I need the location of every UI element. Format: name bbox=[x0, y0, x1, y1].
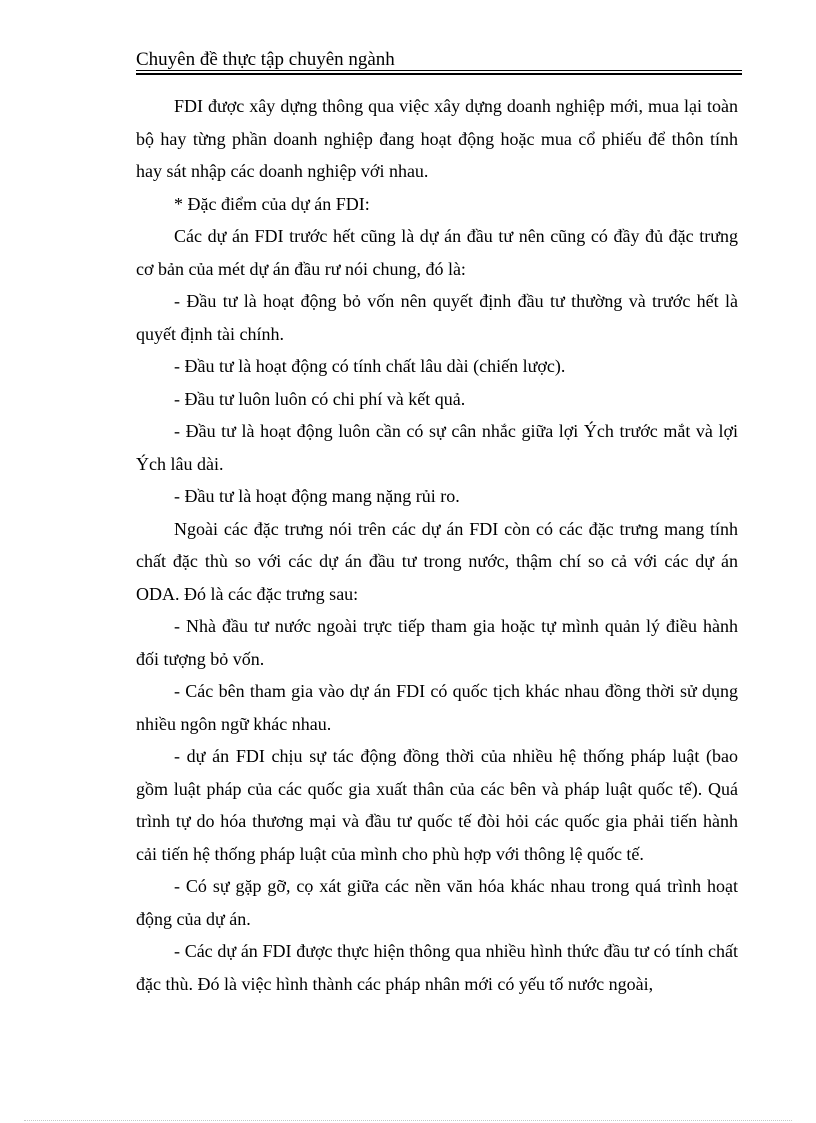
footer-dotted-line bbox=[24, 1120, 792, 1121]
list-item: - Nhà đầu tư nước ngoài trực tiếp tham gia hoặc tự mình quản lý điều hành đối tượng bỏ vốn. bbox=[136, 616, 738, 669]
document-body bbox=[136, 90, 738, 1000]
section-heading: * Đặc điểm của dự án FDI: bbox=[174, 193, 370, 214]
list-item: - Đầu tư là hoạt động có tính chất lâu dài (chiến lược). bbox=[174, 356, 566, 376]
paragraph: Các dự án FDI trước hết cũng là dự án đầu tư nên cũng có đầy đủ đặc trưng cơ bản của mét dự án đầu rư nói chung, đó là: bbox=[136, 226, 738, 279]
header-rule-thick bbox=[136, 73, 742, 75]
paragraph: FDI được xây dựng thông qua việc xây dựng doanh nghiệp mới, mua lại toàn bộ hay từng phần doanh nghiệp đang hoạt động hoặc mua cổ phiếu để thôn tính hay sát nhập các doanh nghiệp với nhau. bbox=[136, 96, 738, 181]
list-item: - dự án FDI chịu sự tác động đồng thời của nhiều hệ thống pháp luật (bao gồm luật pháp của các quốc gia xuất thân của các bên và pháp luật quốc tế). Quá trình tự do hóa thương mại và đầu tư quốc tế đòi hỏi các quốc gia phải tiến hành cải tiến hệ thống pháp luật của mình cho phù hợp với thông lệ quốc tế. bbox=[136, 746, 738, 864]
paragraph: Ngoài các đặc trưng nói trên các dự án FDI còn có các đặc trưng mang tính chất đặc thù so với các dự án đầu tư trong nước, thậm chí so cả với các dự án ODA. Đó là các đặc trưng sau: bbox=[136, 518, 738, 604]
list-item: - Các dự án FDI được thực hiện thông qua nhiều hình thức đầu tư có tính chất đặc thù. Đó là việc hình thành các pháp nhân mới có yếu tố nước ngoài, bbox=[136, 941, 738, 994]
list-item: - Đầu tư là hoạt động luôn cần có sự cân nhắc giữa lợi Ých trước mắt và lợi Ých lâu dài. bbox=[136, 421, 738, 474]
list-item: - Các bên tham gia vào dự án FDI có quốc tịch khác nhau đồng thời sử dụng nhiều ngôn ngữ khác nhau. bbox=[136, 681, 738, 734]
list-item: - Đầu tư là hoạt động mang nặng rủi ro. bbox=[174, 486, 460, 506]
page-header bbox=[136, 48, 742, 76]
list-item: - Đầu tư luôn luôn có chi phí và kết quả. bbox=[174, 388, 466, 409]
list-item: - Đầu tư là hoạt động bỏ vốn nên quyết định đầu tư thường và trước hết là quyết định tài chính. bbox=[136, 291, 738, 344]
list-item: - Có sự gặp gỡ, cọ xát giữa các nền văn hóa khác nhau trong quá trình hoạt động của dự án. bbox=[136, 876, 738, 929]
header-title: Chuyên đề thực tập chuyên ngành bbox=[136, 49, 395, 70]
header-rule-thin bbox=[136, 70, 742, 71]
